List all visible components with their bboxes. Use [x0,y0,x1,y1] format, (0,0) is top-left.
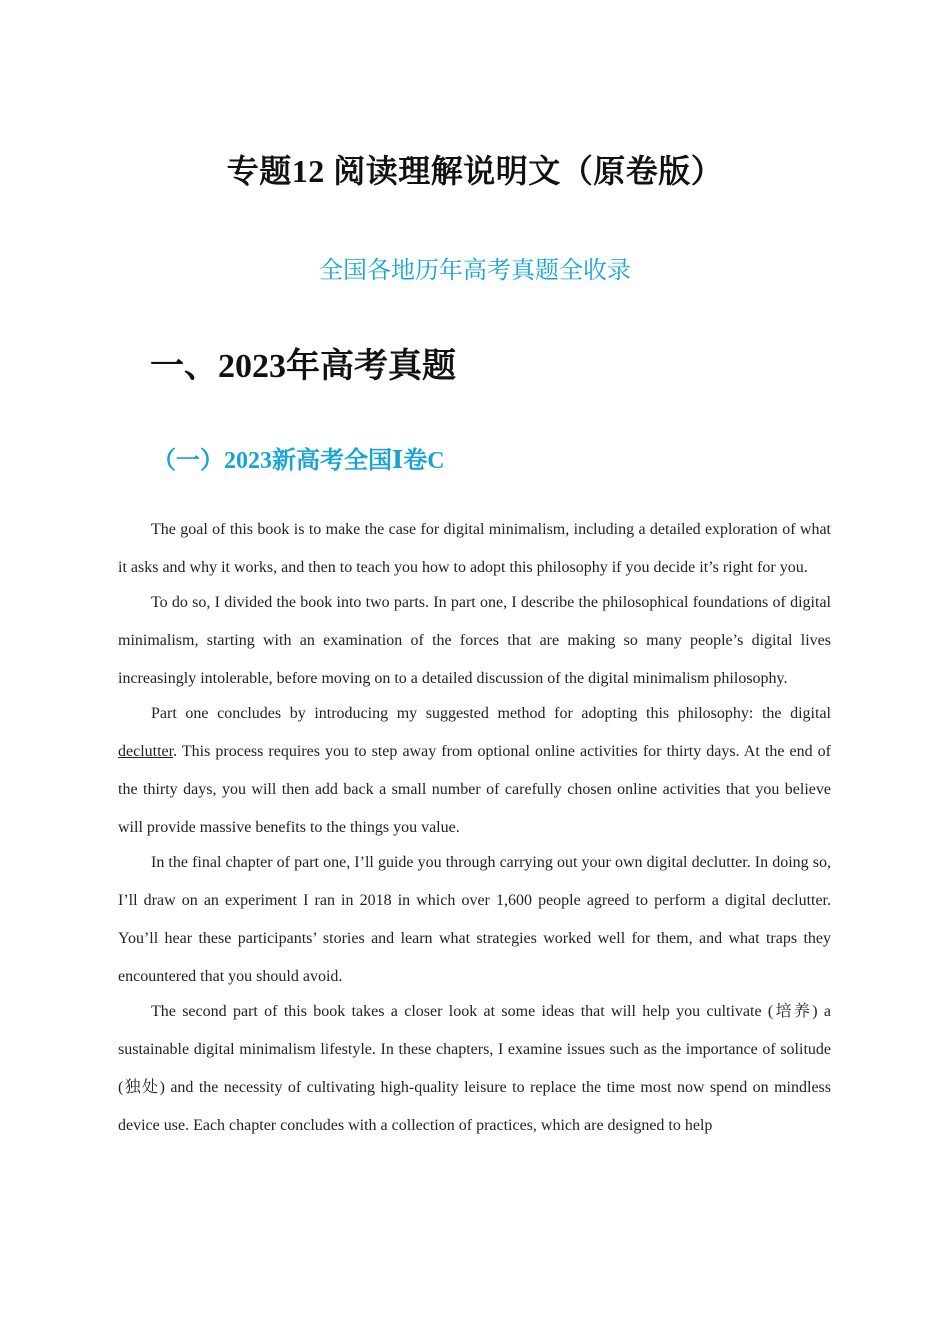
section-heading: 一、2023年高考真题 [150,348,456,385]
document-title: 专题12 阅读理解说明文（原卷版） [226,153,724,189]
passage-paragraph-3 [118,695,831,847]
document-subtitle: 全国各地历年高考真题全收录 [319,258,631,284]
subsection-heading: （一）2023新高考全国Ⅰ卷C [152,448,445,474]
passage-paragraph-1: The goal of this book is to make the case for digital minimalism, including a detailed exploration of what it asks and why it works, and then to teach you how to adopt this philosophy if you decide it’s right for you. [118,521,831,576]
passage-paragraph-5: The second part of this book takes a closer look at some ideas that will help you cultivate (培养) a sustainable digital minimalism lifestyle. In these chapters, I examine issues such as the importance of solitude (独处) and the necessity of cultivating high-quality leisure to replace the time most now spend on mindless device use. Each chapter concludes with a collection of practices, which are designed to help [118,1003,831,1134]
reading-passage [118,511,831,1142]
underlined-word-declutter: declutter [118,743,174,760]
paragraph-3-text-end: . This process requires you to step away from optional online activities for thirty days. At the end of the thirty days, you will then add back a small number of carefully chosen online activities that you believe will provide massive benefits to the things you value. [118,743,831,836]
passage-paragraph-4: In the final chapter of part one, I’ll guide you through carrying out your own digital declutter. In doing so, I’ll draw on an experiment I ran in 2018 in which over 1,600 people agreed to perform a digital declutter. You’ll hear these participants’ stories and learn what strategies worked well for them, and what traps they encountered that you should avoid. [118,854,831,985]
passage-paragraph-2: To do so, I divided the book into two parts. In part one, I describe the philosophical foundations of digital minimalism, starting with an examination of the forces that are making so many people’s digital lives increasingly intolerable, before moving on to a detailed discussion of the digital minimalism philosophy. [118,594,831,687]
paragraph-3-text-start: Part one concludes by introducing my suggested method for adopting this philosophy: the digital [151,705,831,722]
